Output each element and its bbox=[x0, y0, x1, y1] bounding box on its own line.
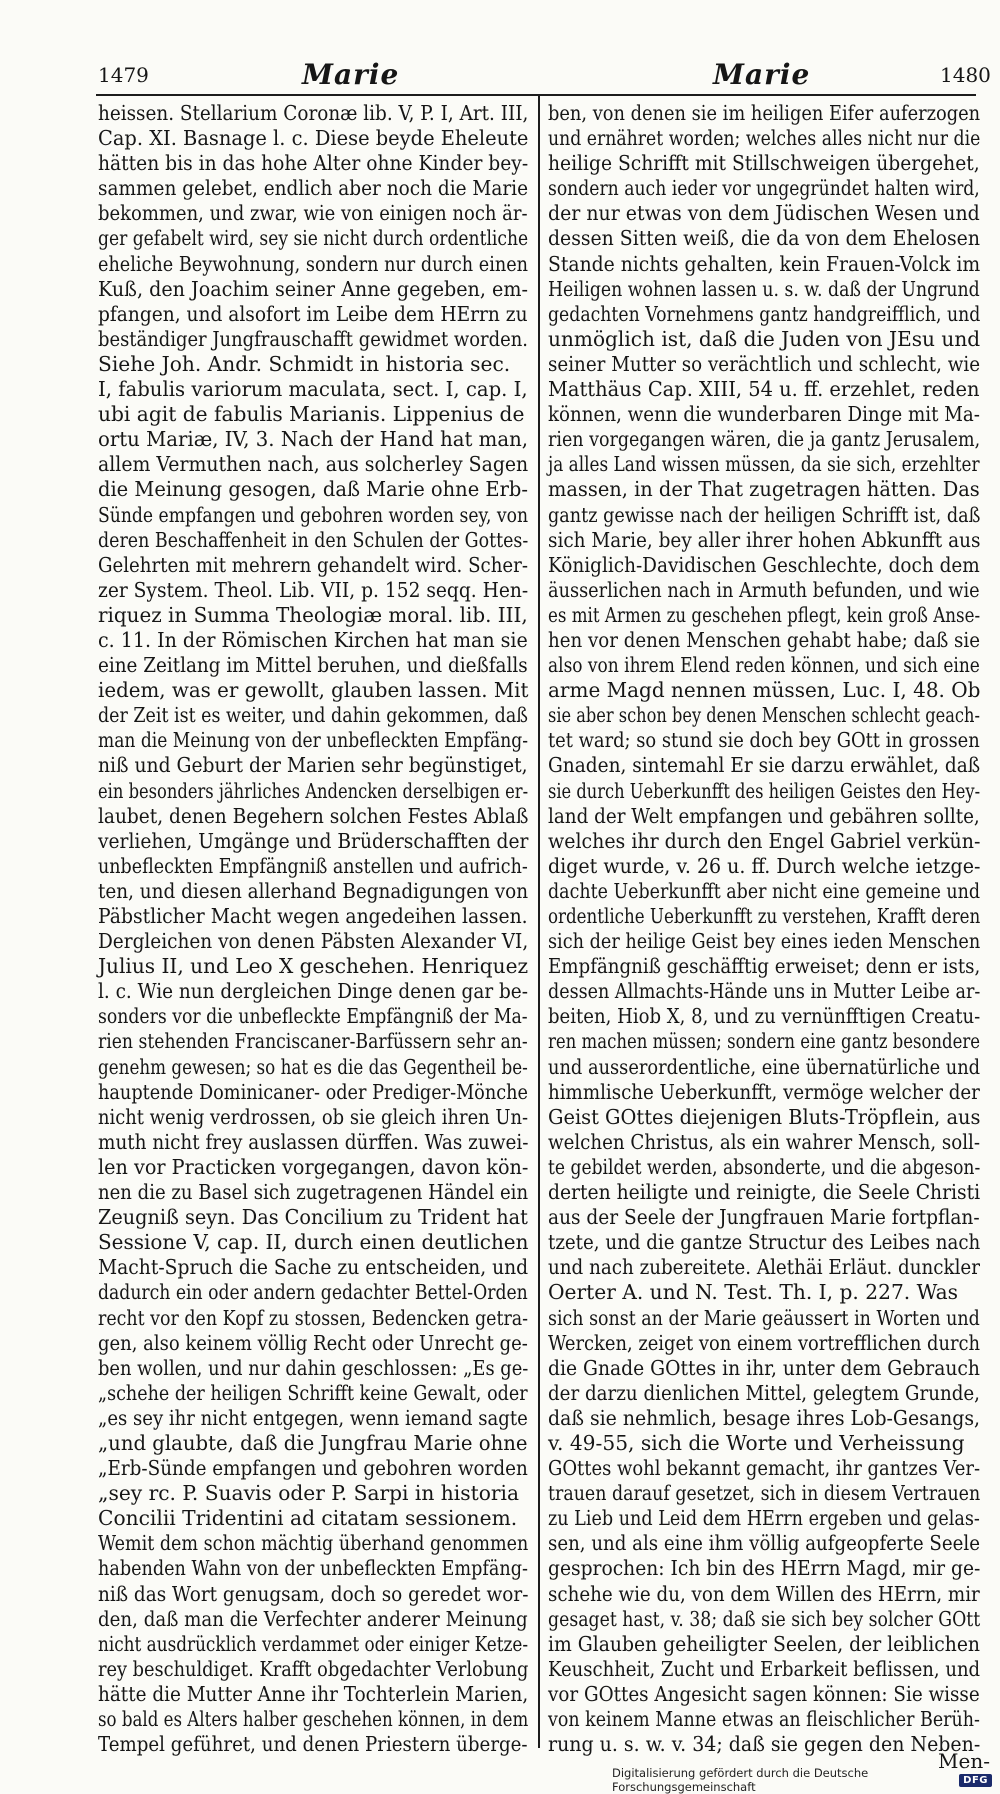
text-line: habenden Wahn von der unbefleckten Empfäng- bbox=[98, 1556, 528, 1581]
text-line: gantz gewisse nach der heiligen Schrifft ist, daß bbox=[548, 502, 981, 527]
text-line: den, daß man die Verfechter anderer Meinung bbox=[98, 1606, 528, 1631]
text-line: ein besonders jährliches Andencken derselbigen er- bbox=[98, 778, 529, 803]
text-line: Zeugniß seyn. Das Concilium zu Trident hat bbox=[98, 1205, 528, 1230]
text-line: ortu Mariæ, IV, 3. Nach der Hand hat man, bbox=[98, 427, 528, 452]
text-line: nicht ausdrücklich verdammet oder einiger Ketze- bbox=[98, 1631, 529, 1656]
text-line: gen, also keinem völlig Recht oder Unrecht ge- bbox=[98, 1330, 528, 1355]
footer-text: Digitalisierung gefördert durch die Deutsche Forschungsgemeinschaft bbox=[612, 1766, 869, 1794]
digitization-footer bbox=[612, 1766, 992, 1794]
text-line: also von ihrem Elend reden können, und sich eine bbox=[548, 653, 980, 678]
text-line: „es sey ihr nicht entgegen, wenn iemand sagte bbox=[98, 1405, 528, 1430]
dfg-logo-icon: DFG bbox=[959, 1774, 992, 1787]
text-line: niß das Wort genugsam, doch so geredet wor- bbox=[98, 1581, 529, 1606]
text-line: Heiligen wohnen lassen u. s. w. daß der Ungrund bbox=[548, 276, 980, 301]
text-line: Gelehrten mit mehrern gehandelt wird. Scher- bbox=[98, 552, 528, 577]
text-line: Empfängniß geschäfftig erweiset; denn er ists, bbox=[548, 954, 981, 979]
catchword: Men- bbox=[938, 1749, 990, 1773]
text-line: welches ihr durch den Engel Gabriel verkün- bbox=[548, 828, 981, 853]
text-line: der darzu dienlichen Mittel, gelegtem Grunde, bbox=[548, 1380, 980, 1405]
text-line: bekommen, und zwar, wie von einigen noch är- bbox=[98, 201, 528, 226]
text-line: c. 11. In der Römischen Kirchen hat man sie bbox=[98, 627, 528, 652]
text-line: ten, und diesen allerhand Begnadigungen von bbox=[98, 878, 529, 903]
text-line: heissen. Stellarium Coronæ lib. V, P. I, Art. III, bbox=[98, 101, 529, 125]
text-line: ben wollen, und nur dahin geschlossen: „Es ge- bbox=[98, 1355, 529, 1380]
text-line: welchen Christus, als ein wahrer Mensch, soll- bbox=[548, 1129, 981, 1154]
text-line: niß und Geburt der Marien sehr begünstiget, bbox=[98, 753, 528, 778]
text-line: „sey rc. P. Suavis oder P. Sarpi in historia bbox=[98, 1481, 520, 1506]
text-line: der Zeit ist es weiter, und dahin gekommen, daß bbox=[98, 703, 528, 728]
text-line: dachte Ueberkunfft aber nicht eine gemeine und bbox=[548, 878, 981, 903]
text-line: können, wenn die wunderbaren Dinge mit Ma- bbox=[548, 402, 980, 427]
text-line: sen, und als eine ihm völlig aufgeopferte Seele bbox=[548, 1531, 980, 1556]
text-line: gesaget hast, v. 38; daß sie sich bey solcher GOtt bbox=[548, 1606, 981, 1631]
text-line: himmlische Ueberkunfft, vermöge welcher der bbox=[548, 1079, 980, 1104]
text-line: Dergleichen von denen Päbsten Alexander VI, bbox=[98, 929, 529, 954]
text-line: Cap. XI. Basnage l. c. Diese beyde Eheleute bbox=[98, 126, 529, 151]
text-line: Stande nichts gehalten, kein Frauen-Volck im bbox=[548, 251, 981, 276]
text-line: hätten bis in das hohe Alter ohne Kinder bey- bbox=[98, 151, 529, 176]
text-line: Königlich-Davidischen Geschlechte, doch dem bbox=[548, 552, 980, 577]
text-line: l. c. Wie nun dergleichen Dinge denen gar be- bbox=[98, 979, 528, 1004]
left-page-header bbox=[0, 58, 1000, 92]
text-line: sondern auch ieder vor ungegründet halten wird, bbox=[548, 176, 980, 201]
text-line: „Erb-Sünde empfangen und gebohren worden bbox=[98, 1456, 528, 1481]
text-line: Matthäus Cap. XIII, 54 u. ff. erzehlet, reden bbox=[548, 377, 980, 402]
text-line: rien stehenden Franciscaner-Barfüssern sehr an- bbox=[98, 1029, 528, 1054]
text-line: diget wurde, v. 26 u. ff. Durch welche ietzge- bbox=[548, 853, 981, 878]
text-line: ubi agit de fabulis Marianis. Lippenius de bbox=[98, 402, 525, 427]
text-line: nicht wenig verdrossen, ob sie gleich ihren Un- bbox=[98, 1104, 529, 1129]
text-line: gesprochen: Ich bin des HErrn Magd, mir ge- bbox=[548, 1556, 981, 1581]
text-line: muth nicht frey auslassen dürffen. Was zuwei- bbox=[98, 1129, 529, 1154]
text-line: hen vor denen Menschen gehabt habe; daß sie bbox=[548, 627, 980, 652]
text-line: Wercken, zeiget von einem vortrefflichen durch bbox=[548, 1330, 981, 1355]
text-line: dessen Sitten weiß, die da von dem Ehelosen bbox=[548, 226, 980, 251]
text-line: unbefleckten Empfängniß anstellen und aufrich- bbox=[98, 853, 528, 878]
text-line: land der Welt empfangen und gebähren sollte, bbox=[548, 803, 980, 828]
text-line: Keuschheit, Zucht und Erbarkeit beflissen, und bbox=[548, 1656, 981, 1681]
left-text-column bbox=[98, 101, 529, 1757]
text-line: Kuß, den Joachim seiner Anne gegeben, em- bbox=[98, 276, 528, 301]
text-line: hauptende Dominicaner- oder Prediger-Mönche bbox=[98, 1079, 528, 1104]
text-line: dadurch ein oder andern gedachter Bettel-Orden bbox=[98, 1280, 528, 1305]
text-line: rien vorgegangen wären, die ja gantz Jerusalem, bbox=[548, 427, 981, 452]
text-line: und ernähret worden; welches alles nicht nur die bbox=[548, 126, 981, 151]
text-line: genehm gewesen; so hat es die das Gegentheil be- bbox=[98, 1054, 528, 1079]
text-line: verliehen, Umgänge und Brüderschafften der bbox=[98, 828, 529, 853]
text-line: ren machen müssen; sondern eine gantz besondere bbox=[548, 1029, 981, 1054]
text-line: von keinem Manne etwas an fleischlicher Berüh- bbox=[548, 1707, 980, 1731]
text-line: schehe wie du, von dem Willen des HErrn, mir bbox=[548, 1581, 980, 1606]
text-line: sich sonst an der Marie geäussert in Worten und bbox=[548, 1305, 980, 1330]
text-line: „und glaubte, daß die Jungfrau Marie ohne bbox=[98, 1430, 528, 1455]
text-line: im Glauben geheiligter Seelen, der leiblichen bbox=[548, 1631, 981, 1656]
right-running-title: Marie bbox=[713, 58, 811, 91]
text-line: Wemit dem schon mächtig überhand genommen bbox=[98, 1531, 529, 1556]
text-line: beiten, Hiob X, 8, und zu vernünfftigen Creatu- bbox=[548, 1004, 981, 1029]
text-line: tet ward; so stund sie doch bey GOtt in grossen bbox=[548, 728, 980, 753]
text-line: pfangen, und alsofort im Leibe dem HErrn zu bbox=[98, 301, 528, 326]
text-line: unmöglich ist, daß die Juden von JEsu und bbox=[548, 326, 981, 351]
text-line: dessen Allmachts-Hände uns in Mutter Leibe ar- bbox=[548, 979, 981, 1004]
text-line: der nur etwas von dem Jüdischen Wesen und bbox=[548, 201, 980, 226]
text-line: gedachten Vornehmens gantz handgreifflich, und bbox=[548, 301, 981, 326]
text-line: te gebildet werden, absonderte, und die abgeson- bbox=[548, 1154, 981, 1179]
text-line: v. 49-55, sich die Worte und Verheissung bbox=[548, 1430, 965, 1455]
text-line: recht vor den Kopf zu stossen, Bedencken getra- bbox=[98, 1305, 529, 1330]
right-page-number: 1480 bbox=[940, 63, 991, 87]
text-line: ja alles Land wissen müssen, da sie sich, erzehlter bbox=[548, 452, 980, 477]
text-line: massen, in der That zugetragen hätten. Das bbox=[548, 477, 980, 502]
text-line: vor GOttes Angesicht sagen können: Sie wisse bbox=[548, 1681, 980, 1706]
text-line: zer System. Theol. Lib. VII, p. 152 seqq. Hen- bbox=[98, 577, 529, 602]
text-line: nen die zu Basel sich zugetragenen Händel ein bbox=[98, 1180, 529, 1205]
text-line: sich der heilige Geist bey eines ieden Menschen bbox=[548, 929, 981, 954]
text-line: Macht-Spruch die Sache zu entscheiden, und bbox=[98, 1255, 529, 1280]
text-line: sammen gelebet, endlich aber noch die Marie bbox=[98, 176, 529, 201]
text-line: ger gefabelt wird, sey sie nicht durch ordentliche bbox=[98, 226, 529, 251]
text-line: arme Magd nennen müssen, Luc. I, 48. Ob bbox=[548, 678, 981, 703]
text-line: Julius II, und Leo X geschehen. Henriquez bbox=[98, 954, 529, 979]
text-line: Siehe Joh. Andr. Schmidt in historia sec. bbox=[98, 351, 511, 376]
text-line: sie aber schon bey denen Menschen schlecht geach- bbox=[548, 703, 980, 728]
text-line: GOttes wohl bekannt gemacht, ihr gantzes Ver- bbox=[548, 1456, 981, 1481]
text-line: heilige Schrifft mit Stillschweigen übergehet, bbox=[548, 151, 980, 176]
left-running-title: Marie bbox=[302, 58, 400, 91]
text-line: riquez in Summa Theologiæ moral. lib. III, bbox=[98, 602, 528, 627]
text-line: ordentliche Ueberkunfft zu verstehen, Krafft deren bbox=[548, 904, 981, 928]
text-line: trauen darauf gesetzet, sich in diesem Vertrauen bbox=[548, 1481, 981, 1506]
left-page-number: 1479 bbox=[98, 63, 149, 87]
text-line: hätte die Mutter Anne ihr Tochterlein Marien, bbox=[98, 1681, 529, 1706]
text-line: Concilii Tridentini ad citatam sessionem. bbox=[98, 1506, 518, 1531]
text-line: tzete, und die gantze Structur des Leibes nach bbox=[548, 1230, 981, 1255]
text-line: derten heiligte und reinigte, die Seele Christi bbox=[548, 1180, 981, 1205]
text-line: rey beschuldiget. Krafft obgedachter Verlobung bbox=[98, 1656, 529, 1681]
text-line: sie durch Ueberkunfft des heiligen Geistes den Hey- bbox=[548, 778, 981, 803]
header-rule bbox=[96, 94, 976, 96]
text-line: allem Vermuthen nach, aus solcherley Sagen bbox=[98, 452, 529, 477]
text-line: seiner Mutter so verächtlich und schlecht, wie bbox=[548, 351, 981, 376]
text-line: äusserlichen nach in Armuth befunden, und wie bbox=[548, 577, 980, 602]
text-line: beständiger Jungfrauschafft gewidmet worden. bbox=[98, 326, 528, 351]
text-line: I, fabulis variorum maculata, sect. I, cap. I, bbox=[98, 377, 528, 402]
text-line: len vor Practicken vorgegangen, davon kön- bbox=[98, 1154, 529, 1179]
right-text-column bbox=[548, 101, 981, 1757]
text-line: rung u. s. w. v. 34; daß sie gegen den Neben- bbox=[548, 1732, 981, 1757]
text-line: Geist GOttes diejenigen Bluts-Tröpflein, aus bbox=[548, 1104, 981, 1129]
text-line: Tempel geführet, und denen Priestern überge- bbox=[98, 1732, 528, 1757]
text-line: laubet, denen Begehern solchen Festes Ablaß bbox=[98, 803, 529, 828]
text-line: sich Marie, bey aller ihrer hohen Abkunfft aus bbox=[548, 527, 981, 552]
text-line: die Meinung gesogen, daß Marie ohne Erb- bbox=[98, 477, 528, 502]
text-line: Gnaden, sintemahl Er sie darzu erwählet, daß bbox=[548, 753, 981, 778]
text-line: Oerter A. und N. Test. Th. I, p. 227. Was bbox=[548, 1280, 959, 1305]
text-line: zu Lieb und Leid dem HErrn ergeben und gelas- bbox=[548, 1506, 980, 1531]
text-line: so bald es Alters halber geschehen können, in dem bbox=[98, 1707, 529, 1731]
text-line: sonders vor die unbefleckte Empfängniß der Ma- bbox=[98, 1004, 528, 1029]
text-line: Päbstlicher Macht wegen angedeihen lassen. bbox=[98, 904, 528, 928]
text-line: Sessione V, cap. II, durch einen deutlichen bbox=[98, 1230, 529, 1255]
text-line: eheliche Beywohnung, sondern nur durch einen bbox=[98, 251, 529, 276]
column-divider bbox=[538, 96, 540, 1748]
text-line: eine Zeitlang im Mittel beruhen, und dießfalls bbox=[98, 653, 528, 678]
text-line: daß sie nehmlich, besage ihres Lob-Gesangs, bbox=[548, 1405, 981, 1430]
text-line: man die Meinung von der unbefleckten Empfäng- bbox=[98, 728, 529, 753]
text-line: Sünde empfangen und gebohren worden sey, von bbox=[98, 502, 529, 527]
text-line: aus der Seele der Jungfrauen Marie fortpflan- bbox=[548, 1205, 980, 1230]
text-line: deren Beschaffenheit in den Schulen der Gottes- bbox=[98, 527, 529, 552]
text-line: und ausserordentliche, eine übernatürliche und bbox=[548, 1054, 981, 1079]
text-line: die Gnade GOttes in ihr, unter dem Gebrauch bbox=[548, 1355, 980, 1380]
text-line: iedem, was er gewollt, glauben lassen. Mit bbox=[98, 678, 529, 703]
text-line: „schehe der heiligen Schrifft keine Gewalt, oder bbox=[98, 1380, 528, 1405]
text-line: es mit Armen zu geschehen pflegt, kein groß Anse- bbox=[548, 602, 981, 627]
text-line: und nach zubereitete. Alethäi Erläut. dunckler bbox=[548, 1255, 980, 1280]
text-line: ben, von denen sie im heiligen Eifer auferzogen bbox=[548, 101, 981, 125]
